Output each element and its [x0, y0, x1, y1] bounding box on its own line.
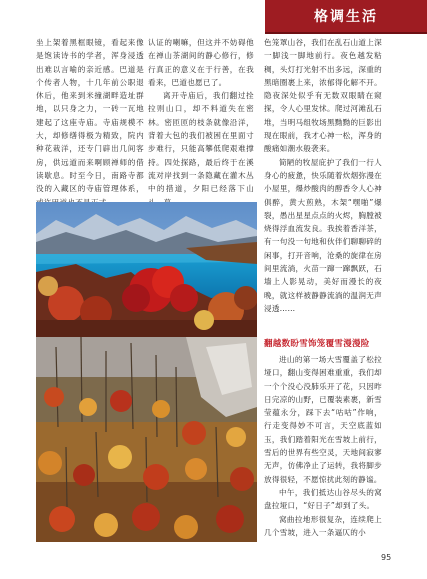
- paragraph: 中午，我们抵达山谷尽头的窝盘拉垭口，“好日子”却到了头。: [264, 487, 382, 511]
- section-title: 格调生活: [314, 9, 378, 25]
- text-column-3-lower: [264, 353, 382, 539]
- paragraph: 认证的喇嘛，但这并不妨碍他在禅山茶湖间的静心修行，修行真正的意义在于行善，在我看来，巴道也愿已了。: [148, 38, 254, 87]
- page-number: 95: [381, 553, 392, 562]
- section-subheading: [264, 336, 382, 350]
- paragraph: 进山的第一场大雪覆盖了松拉垭口，翻山变得困难重重，我们却一个个没心没肺乐开了花，只因昨日完凉的山野，已覆装素裹，新雪莹蕴永分，踩下去“咕咕”作响，行走变得妙不可言，天空底蓝如玉，我们踏着阳光在雪坡上前行，雪后的世界有些空灵，天地间寂寥无声，仿佛净止了运转，我将脚步放得很轻，不愿惊扰此刻的静谧。: [264, 355, 382, 484]
- text-column-2: [148, 36, 254, 209]
- section-header-tab: [265, 0, 427, 34]
- paragraph: 坐上架着黑框眼镜，看起来像是饱读诗书的学者，浑身浸透出难以言喻的亲近感。巴道是个传者人物，十几年前公职退休后，他来到米撞湖畔造址群地，以只身之力，一砖一瓦地建起了这座寺庙。寺庙规模不大，却修缮得极为精致，院内种花栽洋，还专门辟出几间客房，供远道而来啊顾禅师的借读歇息。时至今日，南路寺都没的入藏区的寺庙管理体系，: [36, 38, 144, 194]
- text-column-3: [264, 36, 382, 315]
- paragraph: 窝曲拉地形很复杂，连续爬上几个雪坡，进入一条逼仄的小: [264, 514, 382, 537]
- paragraph: 离开寺庙后，我们翻过拴拉则山口，却不料道失在密林。密匝匝的枝条就像沿洋，背着大包的我们被困在里面寸步难行，只能高攀低爬艰难撑持。四处探路，最后终于在溪流对岸找到一条隐藏在灌木丛中的措道，夕阳已经落下山: [148, 91, 254, 194]
- autumn-forest-photo: [36, 337, 257, 542]
- paragraph: 色笼罩山谷，我们在乱石山道上深一脚浅一脚地前行。夜色越发粘稠，头灯打光射不出多远，深重的黑暗圈裹上来，浓郁得化解不开。隐夜深处似乎有无数双眼睛在窥探，令人心里发怵。爬过河滩乱石堆，当明马组牧场黑黝黝的巨影出现在眼前，我才心神一松，浑身的酸痛如潮水般袭来。: [264, 38, 382, 154]
- subheading-text: 翻越数盼雪饰笼覆雪漫漫险: [264, 339, 370, 349]
- text-column-1: [36, 36, 144, 209]
- lake-autumn-photo: [36, 202, 257, 337]
- paragraph: 简陋的牧屋庇护了我们一行人身心的疲惫，快乐随着炊烟弥漫在小屋里，爆炒酸肉的醇香令人心神俱醉，黄大煎熟，木架“嘿啪”爆裂，愚出星星点点的火烬，胸膛被烧得浮血流发良。我挨着香洋茶，有一句没一句地和伙伴们聊聊碎的闲事，打开音响，沧桑的旋律在房间里流淌，火苗一蹿一蹿飘跃，石墙上人影晃动，美好而漫长的夜晚，就这样被静静流淌的温润无声浸透……: [264, 157, 382, 313]
